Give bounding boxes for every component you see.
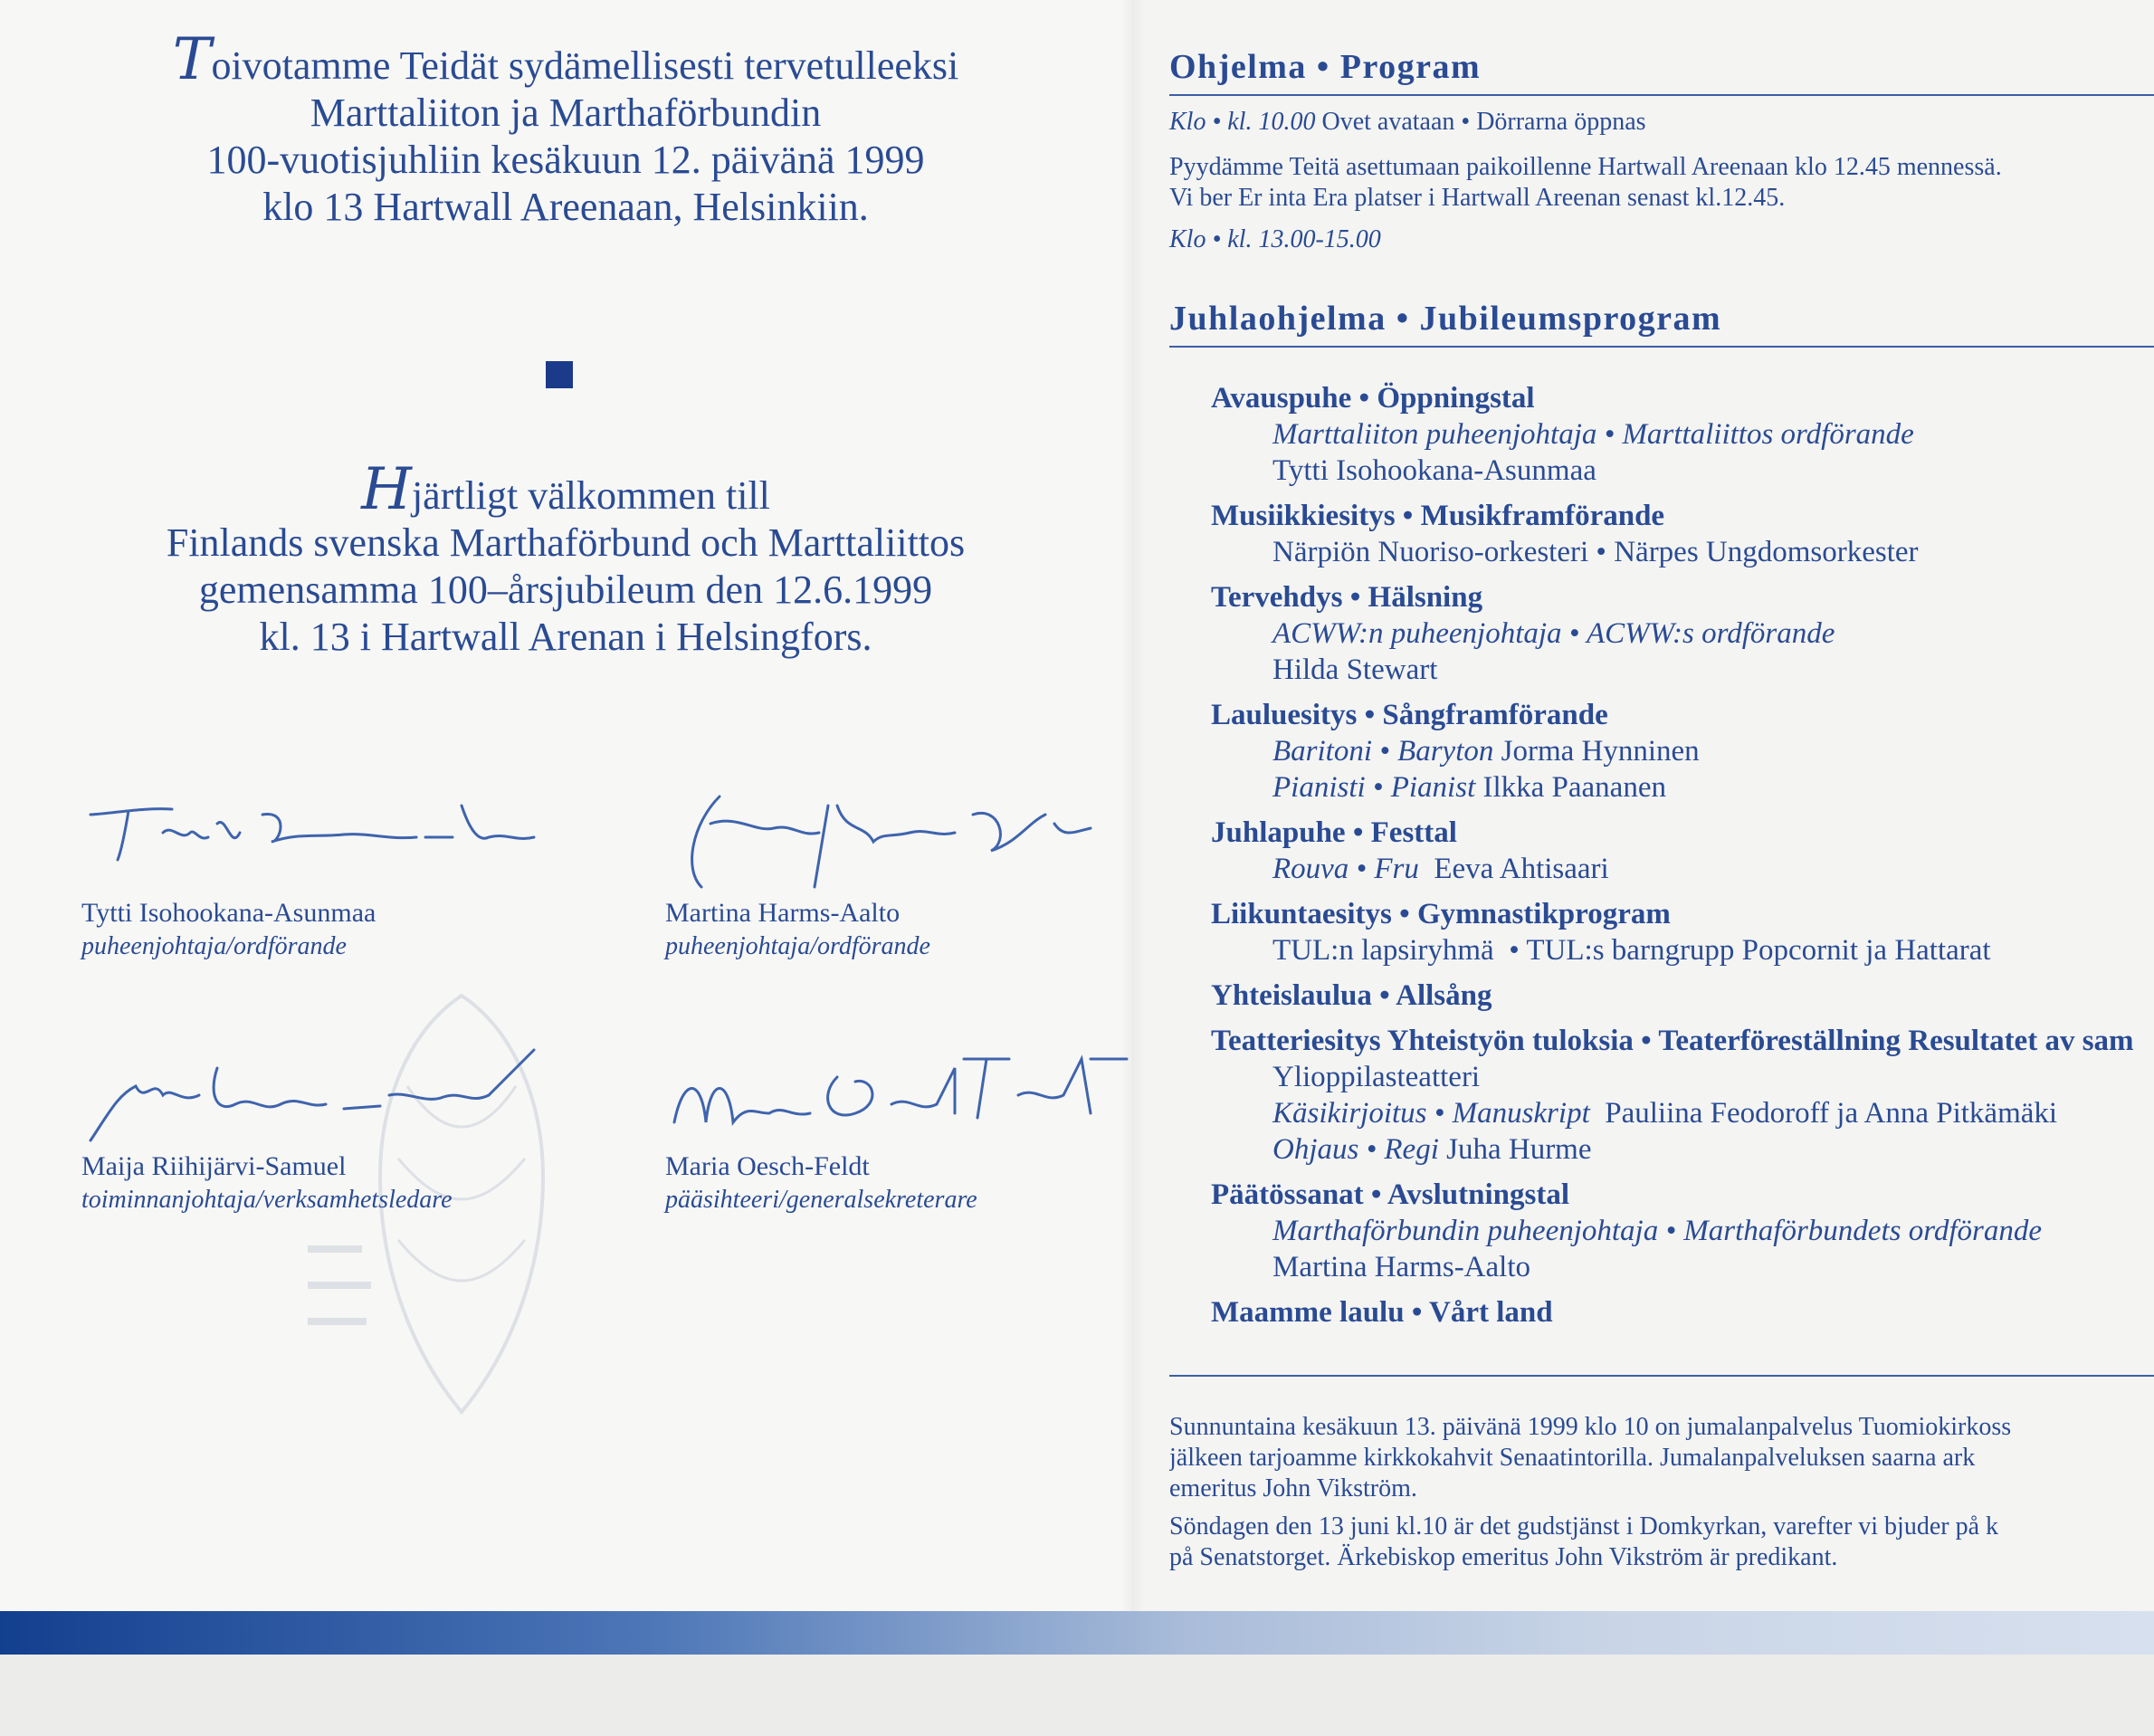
- program-line-2: Pyydämme Teitä asettumaan paikoillenne Hartwall Areenaan klo 12.45 mennessä.: [1169, 153, 2002, 181]
- swedish-line-4: kl. 13 i Hartwall Arenan i Helsingfors.: [259, 615, 872, 659]
- program-item-detail: [1211, 1249, 2154, 1285]
- program-item-detail: [1211, 1095, 2154, 1131]
- program-item-detail-italic: ACWW:n puheenjohtaja • ACWW:s ordförande: [1272, 617, 1835, 650]
- finnish-line-1-text: oivotamme Teidät sydämellisesti tervetulleeksi: [211, 43, 959, 88]
- swedish-line-3: gemensamma 100–årsjubileum den 12.6.1999: [198, 568, 933, 612]
- program-item-detail-plain: Juha Hurme: [1438, 1133, 1592, 1166]
- program-line-1: [1169, 107, 1646, 138]
- program-item-detail-italic: Marthaförbundin puheenjohtaja • Marthaförbundets ordförande: [1272, 1215, 2042, 1247]
- program-item: [1211, 498, 2154, 570]
- signature-block-4: [665, 1041, 1136, 1216]
- notes-divider: [1169, 1375, 2154, 1377]
- program-item-title: Päätössanat • Avslutningstal: [1211, 1178, 1570, 1211]
- program-item-detail: [1211, 1213, 2154, 1249]
- program-time-2: Klo • kl. 13.00-15.00: [1169, 225, 1381, 253]
- handwritten-signature-3: [81, 1041, 552, 1149]
- program-item-detail-plain: TUL:n lapsiryhmä • TUL:s barngrupp Popcornit ja Hattarat: [1272, 934, 1991, 967]
- program-item-title: Lauluesitys • Sångframförande: [1211, 699, 1608, 731]
- program-item-detail-plain: Ylioppilasteatteri: [1272, 1061, 1481, 1093]
- program-item-detail: [1211, 1059, 2154, 1095]
- program-item-detail-plain: Eeva Ahtisaari: [1418, 853, 1609, 885]
- program-item-detail-italic: Marttaliiton puheenjohtaja • Marttaliittos ordförande: [1272, 418, 1914, 451]
- program-item-title: Musiikkiesitys • Musikframförande: [1211, 500, 1665, 532]
- program-text-1: Ovet avataan • Dörrarna öppnas: [1321, 108, 1646, 136]
- program-item-detail: [1211, 615, 2154, 652]
- program-line-4: [1169, 224, 1381, 255]
- program-item-detail: [1211, 652, 2154, 688]
- program-item-detail-plain: Jorma Hynninen: [1493, 735, 1700, 768]
- program-item-detail: [1211, 932, 2154, 968]
- program-item-detail: [1211, 534, 2154, 570]
- program-item-detail: [1211, 453, 2154, 489]
- program-time-1: Klo • kl. 10.00: [1169, 108, 1316, 136]
- program-item: [1211, 380, 2154, 489]
- program-item-detail-plain: Pauliina Feodoroff ja Anna Pitkämäki: [1589, 1097, 2058, 1130]
- program-heading: Ohjelma • Program: [1169, 47, 2154, 96]
- program-item-detail-plain: Hilda Stewart: [1272, 653, 1438, 686]
- program-item-detail: [1211, 769, 2154, 806]
- program-item-detail: [1211, 851, 2154, 887]
- program-item: [1211, 815, 2154, 887]
- swedish-invitation: [0, 456, 1131, 661]
- program-item: [1211, 1023, 2154, 1168]
- program-item-detail: [1211, 416, 2154, 453]
- program-item-detail: [1211, 1131, 2154, 1168]
- swedish-line-1-text: järtligt välkommen till: [411, 473, 770, 518]
- note-fi-line-2: jälkeen tarjoamme kirkkokahvit Senaatintorilla. Jumalanpalveluksen saarna ark: [1169, 1444, 1976, 1472]
- program-item: [1211, 697, 2154, 806]
- signer-3-role: toiminnanjohtaja/verksamhetsledare: [81, 1186, 453, 1214]
- program-item: [1211, 1294, 2154, 1331]
- program-item-detail-italic: Käsikirjoitus • Manuskript: [1272, 1097, 1590, 1130]
- signer-1-name: Tytti Isohookana-Asunmaa: [81, 898, 376, 928]
- handwritten-signature-1: [81, 787, 552, 896]
- signer-1-role: puheenjohtaja/ordförande: [81, 932, 347, 960]
- signature-block-1: [81, 787, 552, 963]
- program-item-title: Maamme laulu • Vårt land: [1211, 1296, 1553, 1329]
- handwritten-signature-2: [665, 787, 1136, 896]
- swedish-line-2: Finlands svenska Marthaförbund och Marttaliittos: [166, 520, 966, 565]
- finnish-initial: T: [172, 26, 212, 93]
- finnish-line-2: Marttaliiton ja Marthaförbundin: [310, 91, 822, 135]
- program-item-detail-plain: Ilkka Paananen: [1475, 771, 1666, 804]
- program-item-detail-italic: Ohjaus • Regi: [1272, 1133, 1439, 1166]
- signer-2-role: puheenjohtaja/ordförande: [665, 932, 930, 960]
- program-item-detail-plain: Martina Harms-Aalto: [1272, 1251, 1530, 1283]
- note-sv-line-2: på Senatstorget. Ärkebiskop emeritus John Vikström är predikant.: [1169, 1543, 1838, 1571]
- program-item: [1211, 978, 2154, 1014]
- program-item-detail: [1211, 733, 2154, 769]
- program-item-detail-plain: Närpiön Nuoriso-orkesteri • Närpes Ungdomsorkester: [1272, 536, 1919, 568]
- program-item-title: Yhteislaulua • Allsång: [1211, 979, 1492, 1012]
- program-item-title: Avauspuhe • Öppningstal: [1211, 382, 1535, 415]
- program-item-detail-italic: Pianisti • Pianist: [1272, 771, 1476, 804]
- program-item-detail-italic: Rouva • Fru: [1272, 853, 1419, 885]
- signer-4-name: Maria Oesch-Feldt: [665, 1151, 870, 1181]
- bottom-color-band: [0, 1611, 2154, 1655]
- finnish-line-1: [0, 26, 1131, 93]
- jubilee-heading: Juhlaohjelma • Jubileumsprogram: [1169, 299, 2154, 348]
- signature-block-2: [665, 787, 1136, 963]
- handwritten-signature-4: [665, 1041, 1136, 1149]
- program-line-3: Vi ber Er inta Era platser i Hartwall Areenan senast kl.12.45.: [1169, 184, 1786, 212]
- note-sv-line-1: Söndagen den 13 juni kl.10 är det gudstjänst i Domkyrkan, varefter vi bjuder på k: [1169, 1512, 1999, 1540]
- finnish-line-3: 100-vuotisjuhliin kesäkuun 12. päivänä 1999: [206, 138, 925, 182]
- program-item: [1211, 579, 2154, 688]
- program-item-detail-italic: Baritoni • Baryton: [1272, 735, 1494, 768]
- swedish-initial: H: [361, 456, 412, 523]
- program-item-title: Teatteriesitys Yhteistyön tuloksia • Teaterföreställning Resultatet av sam: [1211, 1025, 2134, 1057]
- signer-2-name: Martina Harms-Aalto: [665, 898, 901, 928]
- program-item: [1211, 896, 2154, 968]
- program-item-title: Tervehdys • Hälsning: [1211, 581, 1483, 614]
- signature-block-3: [81, 1041, 552, 1216]
- signer-3-name: Maija Riihijärvi-Samuel: [81, 1151, 347, 1181]
- program-item: [1211, 1177, 2154, 1285]
- square-divider: [546, 361, 573, 388]
- bottom-margin: [0, 1655, 2154, 1736]
- swedish-line-1: [0, 456, 1131, 523]
- church-service-notes: [1169, 1412, 2154, 1580]
- finnish-line-4: klo 13 Hartwall Areenaan, Helsinkiin.: [262, 185, 869, 229]
- jubilee-program-list: [1211, 380, 2154, 1340]
- note-fi-line-1: Sunnuntaina kesäkuun 13. päivänä 1999 klo 10 on jumalanpalvelus Tuomiokirkoss: [1169, 1413, 2012, 1441]
- program-item-detail-plain: Tytti Isohookana-Asunmaa: [1272, 454, 1596, 487]
- program-item-title: Liikuntaesitys • Gymnastikprogram: [1211, 898, 1671, 930]
- program-item-title: Juhlapuhe • Festtal: [1211, 816, 1457, 849]
- signer-4-role: pääsihteeri/generalsekreterare: [665, 1186, 977, 1214]
- note-fi-line-3: emeritus John Vikström.: [1169, 1474, 1417, 1502]
- finnish-invitation: [0, 26, 1131, 231]
